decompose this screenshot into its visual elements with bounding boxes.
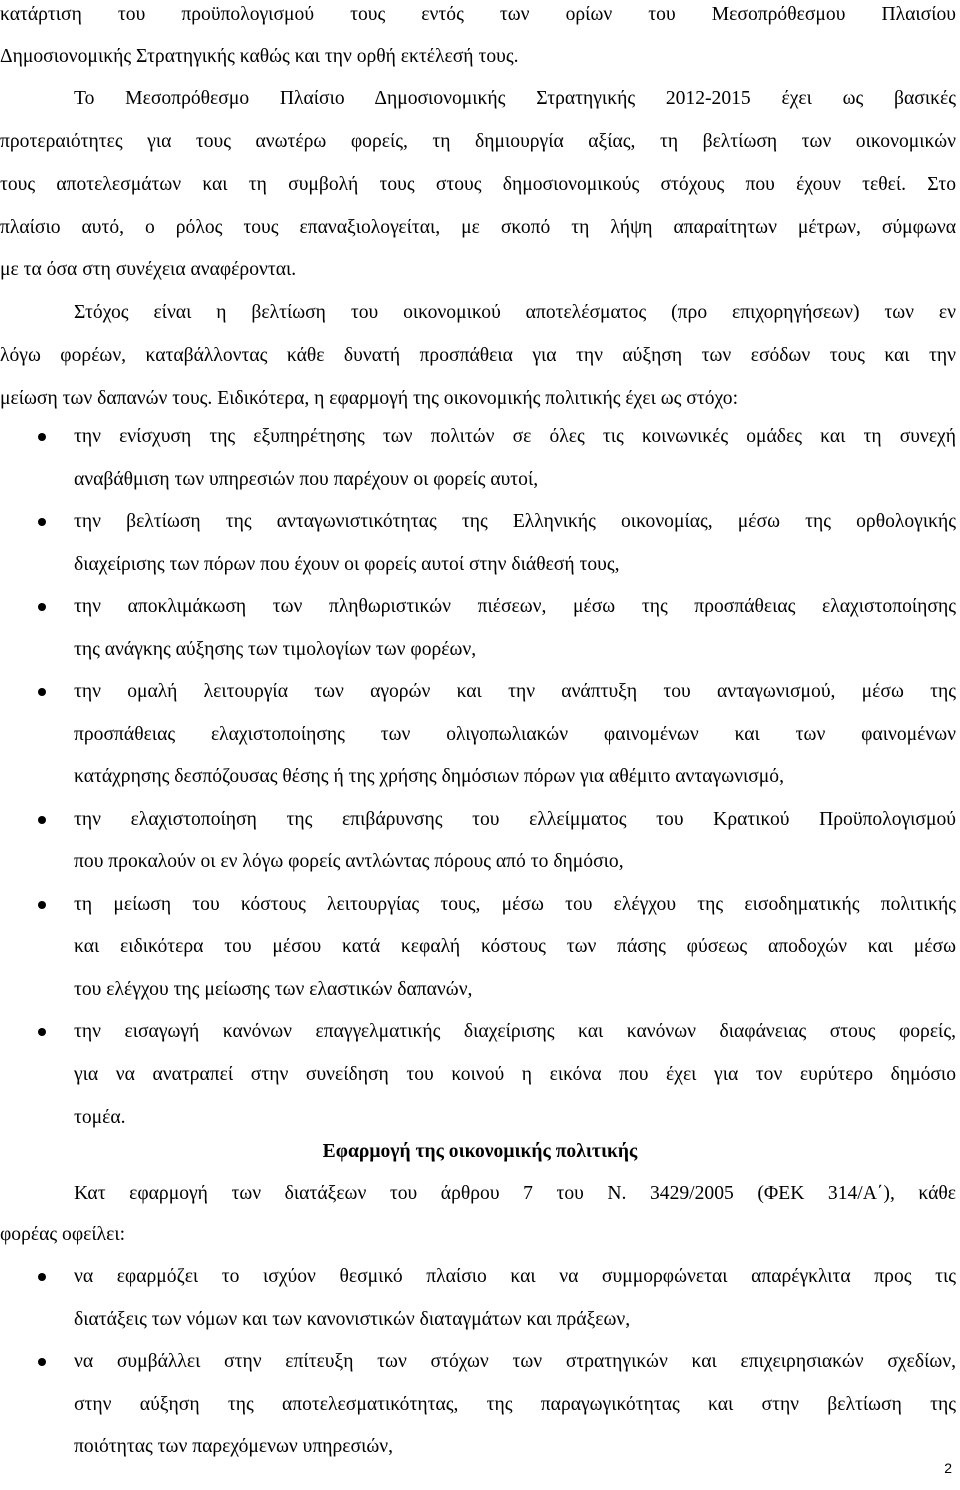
list-item-line: να συμβάλλει στην επίτευξη των στόχων των στρατηγικών και επιχειρησιακών σχεδίων, <box>74 1351 956 1372</box>
paragraph-line: πλαίσιο αυτό, ο ρόλος τους επαναξιολογείται, με σκοπό τη λήψη απαραίτητων μέτρων, σύμφωνα <box>0 217 956 238</box>
paragraph-line: μείωση των δαπανών τους. Ειδικότερα, η εφαρμογή της οικονομικής πολιτικής έχει ως στόχο: <box>0 388 739 409</box>
bullet-icon <box>38 433 46 441</box>
list-item-line: διατάξεις των νόμων και των κανονιστικών διαταγμάτων και πράξεων, <box>74 1309 631 1330</box>
list-item-line: που προκαλούν οι εν λόγω φορείς αντλώντας πόρους από το δημόσιο, <box>74 851 624 872</box>
list-item-line: για να ανατραπεί στην συνείδηση του κοινού η εικόνα που έχει για τον ευρύτερο δημόσιο <box>74 1064 956 1085</box>
bullet-icon <box>38 816 46 824</box>
list-item-line: τη μείωση του κόστους λειτουργίας τους, μέσω του ελέγχου της εισοδηματικής πολιτικής <box>74 894 956 915</box>
bullet-icon <box>38 603 46 611</box>
list-item-line: την αποκλιμάκωση των πληθωριστικών πιέσεων, μέσω της προσπάθειας ελαχιστοποίησης <box>74 596 956 617</box>
list-item-line: την ομαλή λειτουργία των αγορών και την ανάπτυξη του ανταγωνισμού, μέσω της <box>74 681 956 702</box>
list-item-line: κατάχρησης δεσπόζουσας θέσης ή της χρήσης δημόσιων πόρων για αθέμιτο ανταγωνισμό, <box>74 766 784 787</box>
list-item-line: να εφαρμόζει το ισχύον θεσμικό πλαίσιο και να συμμορφώνεται απαρέγκλιτα προς τις <box>74 1266 956 1287</box>
bullet-icon <box>38 688 46 696</box>
paragraph-line: Κατ εφαρμογή των διατάξεων του άρθρου 7 του Ν. 3429/2005 (ΦΕΚ 314/Α΄), κάθε <box>74 1183 956 1204</box>
bullet-icon <box>38 1273 46 1281</box>
list-item-line: και ειδικότερα του μέσου κατά κεφαλή κόστους των πάσης φύσεως αποδοχών και μέσω <box>74 936 956 957</box>
paragraph-line: Το Μεσοπρόθεσμο Πλαίσιο Δημοσιονομικής Στρατηγικής 2012-2015 έχει ως βασικές <box>74 88 956 109</box>
list-item-line: ποιότητας των παρεχόμενων υπηρεσιών, <box>74 1436 394 1457</box>
paragraph-line: με τα όσα στη συνέχεια αναφέρονται. <box>0 259 297 280</box>
intro-line: Δημοσιονομικής Στρατηγικής καθώς και την ορθή εκτέλεσή τους. <box>0 46 519 67</box>
list-item-line: του ελέγχου της μείωσης των ελαστικών δαπανών, <box>74 979 473 1000</box>
bullet-icon <box>38 1358 46 1366</box>
bullet-icon <box>38 1028 46 1036</box>
intro-line: κατάρτιση του προϋπολογισμού τους εντός των ορίων του Μεσοπρόθεσμου Πλαισίου <box>0 4 956 25</box>
bullet-icon <box>38 901 46 909</box>
list-item-line: προσπάθειας ελαχιστοποίησης των ολιγοπωλιακών φαινομένων και των φαινομένων <box>74 724 956 745</box>
list-item-line: στην αύξηση της αποτελεσματικότητας, της παραγωγικότητας και στην βελτίωση της <box>74 1394 956 1415</box>
list-item-line: την εισαγωγή κανόνων επαγγελματικής διαχείρισης και κανόνων διαφάνειας στους φορείς, <box>74 1021 956 1042</box>
bullet-icon <box>38 518 46 526</box>
list-item-line: τομέα. <box>74 1107 126 1128</box>
list-item-line: της ανάγκης αύξησης των τιμολογίων των φορέων, <box>74 639 477 660</box>
list-item-line: διαχείρισης των πόρων που έχουν οι φορείς αυτοί στην διάθεσή τους, <box>74 554 620 575</box>
paragraph-line: φορέας οφείλει: <box>0 1224 126 1245</box>
paragraph-line: Στόχος είναι η βελτίωση του οικονομικού αποτελέσματος (προ επιχορηγήσεων) των εν <box>74 302 956 323</box>
list-item-line: την ενίσχυση της εξυπηρέτησης των πολιτών σε όλες τις κοινωνικές ομάδες και τη συνεχή <box>74 426 956 447</box>
section-heading: Εφαρμογή της οικονομικής πολιτικής <box>322 1141 638 1162</box>
page-number: 2 <box>944 1460 952 1476</box>
paragraph-line: λόγω φορέων, καταβάλλοντας κάθε δυνατή προσπάθεια για την αύξηση των εσόδων τους και την <box>0 345 956 366</box>
paragraph-line: προτεραιότητες για τους ανωτέρω φορείς, τη δημιουργία αξίας, τη βελτίωση των οικονομικών <box>0 131 956 152</box>
list-item-line: την ελαχιστοποίηση της επιβάρυνσης του ελλείμματος του Κρατικού Προϋπολογισμού <box>74 809 956 830</box>
list-item-line: την βελτίωση της ανταγωνιστικότητας της Ελληνικής οικονομίας, μέσω της ορθολογικής <box>74 511 956 532</box>
paragraph-line: τους αποτελεσμάτων και τη συμβολή τους στους δημοσιονομικούς στόχους που έχουν τεθεί. Στο <box>0 174 956 195</box>
list-item-line: αναβάθμιση των υπηρεσιών που παρέχουν οι φορείς αυτοί, <box>74 469 539 490</box>
